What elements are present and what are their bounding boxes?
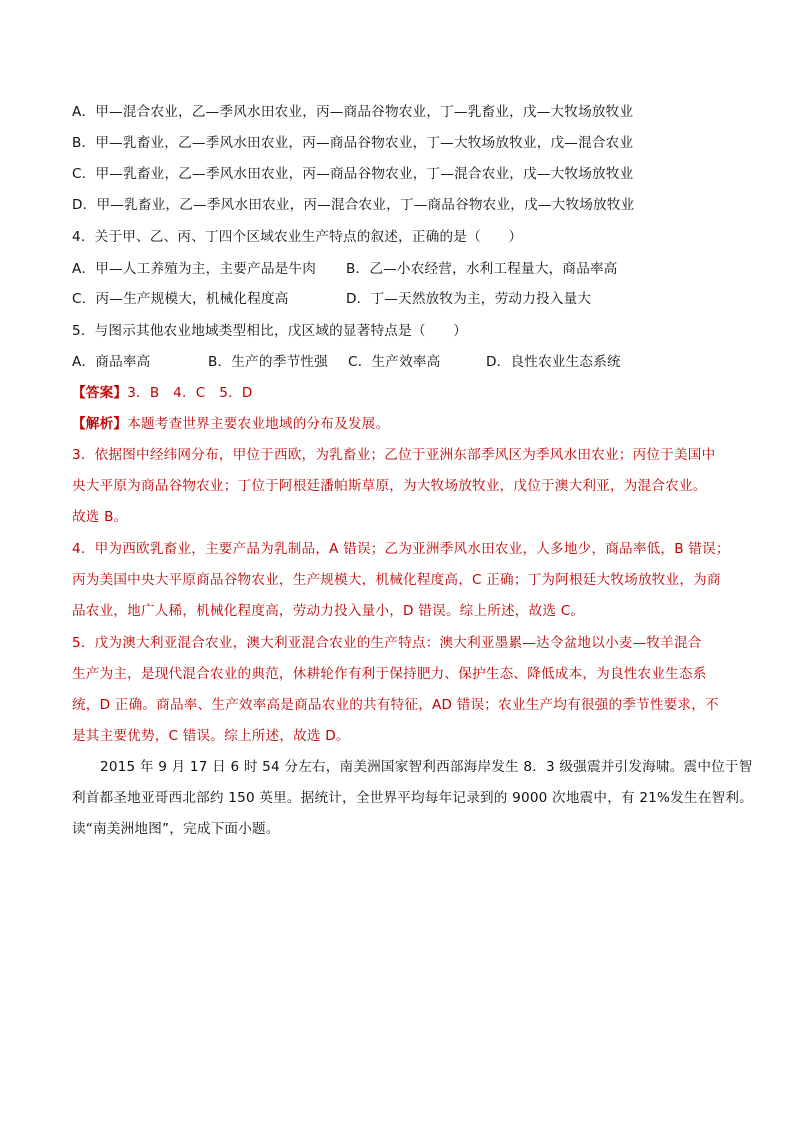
- q3-option-d: D．甲—乳畜业，乙—季风水田农业，丙—混合农业，丁—商品谷物农业，戊—大牧场放牧业: [72, 197, 635, 213]
- analysis-5-line-2: 生产为主，是现代混合农业的典范，休耕轮作有利于保持肥力、保护生态、降低成本，为良性农业生态系: [72, 666, 707, 682]
- q5-options-row: [72, 353, 732, 371]
- q4-option-a: A．甲—人工养殖为主，主要产品是牛肉: [72, 261, 316, 277]
- analysis-5-line-4: 是其主要优势，C 错误。综上所述，故选 D。: [72, 728, 350, 744]
- answer-value: 3．B 4．C 5．D: [127, 385, 253, 401]
- q5-stem: 5．与图示其他农业地域类型相比，戊区域的显著特点是（ ）: [72, 323, 468, 339]
- q4-option-c: C．丙—生产规模大，机械化程度高: [72, 291, 289, 307]
- q4-option-b: B．乙—小农经营，水利工程量大，商品率高: [346, 261, 618, 277]
- analysis-5-line-3: 统，D 正确。商品率、生产效率高是商品农业的共有特征，AD 错误；农业生产均有很强的季节性要求，不: [72, 697, 719, 713]
- q3-option-a: A．甲—混合农业，乙—季风水田农业，丙—商品谷物农业，丁—乳畜业，戊—大牧场放牧业: [72, 104, 634, 120]
- analysis-4-line-1: 4．甲为西欧乳畜业，主要产品为乳制品，A 错误；乙为亚洲季风水田农业，人多地少，商品率低，B 错误；: [72, 541, 730, 557]
- analysis-3-line-2: 央大平原为商品谷物农业；丁位于阿根廷潘帕斯草原，为大牧场放牧业，戊位于澳大利亚，为混合农业。: [72, 478, 707, 494]
- q4-stem: 4．关于甲、乙、丙、丁四个区域农业生产特点的叙述，正确的是（ ）: [72, 229, 523, 245]
- passage-line-2: 利首都圣地亚哥西北部约 150 英里。据统计，全世界平均每年记录到的 9000 次地震中，有 21%发生在智利。: [72, 790, 753, 806]
- passage-line-3: 读“南美洲地图”，完成下面小题。: [72, 821, 280, 837]
- analysis-4-line-3: 品农业，地广人稀，机械化程度高，劳动力投入量小，D 错误。综上所述，故选 C。: [72, 603, 585, 619]
- analysis-5-line-1: 5．戊为澳大利亚混合农业，澳大利亚混合农业的生产特点：澳大利亚墨累—达令盆地以小麦—牧羊混合: [72, 635, 702, 651]
- analysis-3-line-1: 3．依据图中经纬网分布，甲位于西欧，为乳畜业；乙位于亚洲东部季风区为季风水田农业；丙位于美国中: [72, 447, 716, 463]
- q4-options-row2: [72, 290, 732, 308]
- q4-options-row1: [72, 260, 732, 278]
- passage-line-1: 2015 年 9 月 17 日 6 时 54 分左右，南美洲国家智利西部海岸发生 8．3 级强震并引发海啸。震中位于智: [100, 759, 753, 775]
- answer-label: 【答案】: [72, 385, 128, 401]
- q5-option-a: A．商品率高: [72, 354, 151, 370]
- q5-option-c: C．生产效率高: [348, 354, 441, 370]
- q4-option-d: D．丁—天然放牧为主，劳动力投入量大: [346, 291, 592, 307]
- answer-line: [72, 384, 253, 402]
- analysis-3-line-3: 故选 B。: [72, 509, 128, 525]
- q3-option-b: B．甲—乳畜业，乙—季风水田农业，丙—商品谷物农业，丁—大牧场放牧业，戊—混合农业: [72, 135, 634, 151]
- q5-option-d: D．良性农业生态系统: [486, 354, 621, 370]
- analysis-intro: 本题考查世界主要农业地域的分布及发展。: [127, 416, 390, 432]
- analysis-label: 【解析】: [72, 416, 128, 432]
- analysis-4-line-2: 丙为美国中央大平原商品谷物农业，生产规模大，机械化程度高，C 正确；丁为阿根廷大牧场放牧业，为商: [72, 572, 721, 588]
- q3-option-c: C．甲—乳畜业，乙—季风水田农业，丙—商品谷物农业，丁—混合农业，戊—大牧场放牧业: [72, 166, 634, 182]
- q5-option-b: B．生产的季节性强: [208, 354, 328, 370]
- analysis-intro-line: [72, 415, 389, 433]
